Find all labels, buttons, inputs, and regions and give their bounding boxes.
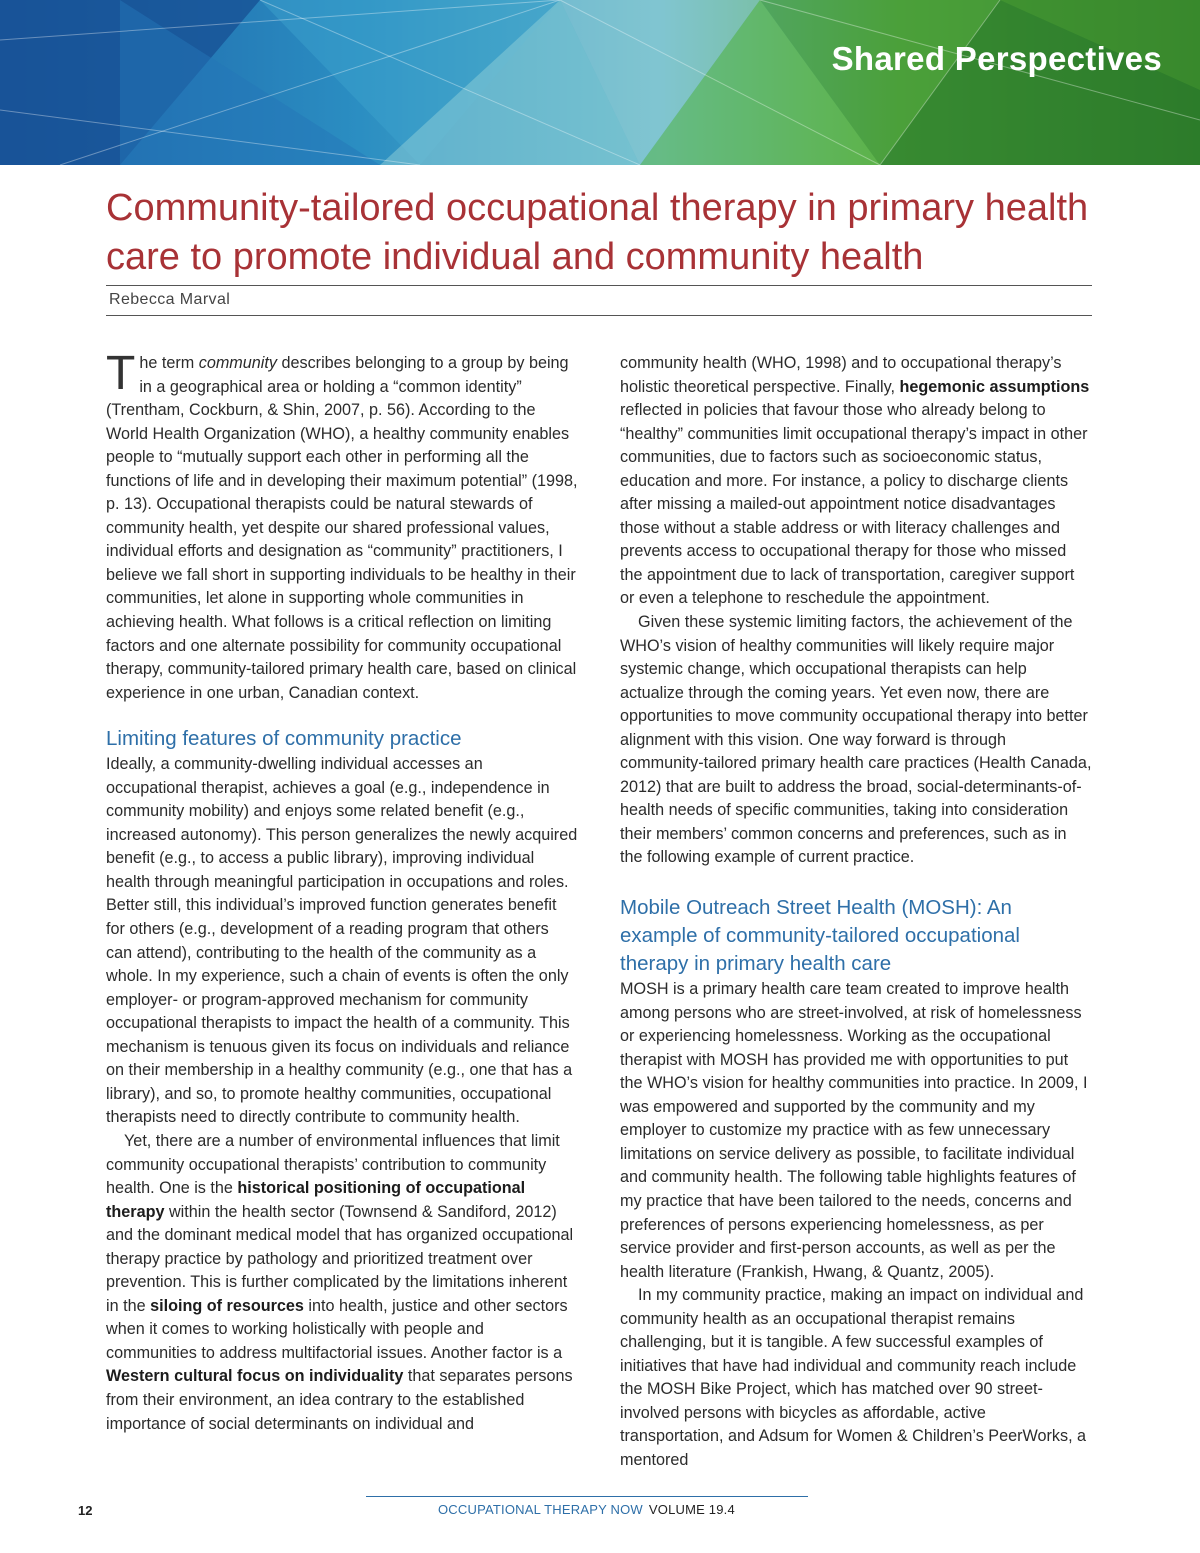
body-paragraph: Yet, there are a number of environmental influences that limit community occupational therapists’ contribution to community health. One is the historical positioning of occupational therapy within the health sector (Townsend & Sandiford, 2012) and the dominant medical model that has organized occupational therapy practice by pathology and prioritized treatment over prevention. This is further complicated by the limitations inherent in the siloing of resources into health, justice and other sectors when it comes to working holistically with people and communities to address multifactorial issues. Another factor is a Western cultural focus on individuality that separates persons from their environment, an idea contrary to the established importance of social determinants on individual and xyxy=(106,1131,574,1433)
left-column xyxy=(106,347,578,1436)
section-heading-mosh: Mobile Outreach Street Health (MOSH): An example of community-tailored occupational therapy in primary health care xyxy=(620,896,1020,976)
body-paragraph: Ideally, a community-dwelling individual accesses an occupational therapist, achieves a goal (e.g., independence in community mobility) and enjoys some related benefit (e.g., increased autonomy). This person generalizes the newly acquired benefit (e.g., to access a public library), improving individual health through meaningful participation in occupations and roles. Better still, this individual’s improved function generates benefit for others (e.g., development of a reading program that others can attend), contributing to the health of the community as a whole. In my experience, such a chain of events is often the only employer- or program-approved mechanism for community occupational therapists to impact the health of a community. This mechanism is tenuous given its focus on individuals and reliance on their membership in a healthy community (e.g., one that has a library), and so, to promote healthy communities, occupational therapists need to directly contribute to community health. xyxy=(106,755,578,1127)
right-column xyxy=(620,352,1092,1473)
page-number: 12 xyxy=(78,1503,93,1518)
footer-rule xyxy=(366,1496,808,1497)
author-rule xyxy=(106,315,1092,316)
drop-cap: T xyxy=(106,347,136,400)
title-rule xyxy=(106,285,1092,286)
footer-volume: VOLUME 19.4 xyxy=(648,1502,735,1517)
body-paragraph: Given these systemic limiting factors, the achievement of the WHO’s vision of healthy communities will likely require major systemic change, which occupational therapists can help actualize through the coming years. Yet even now, there are opportunities to move community occupational therapy into better alignment with this vision. One way forward is through community-tailored primary health care practices (Health Canada, 2012) that are built to address the broad, social-determinants-of-health needs of specific communities, taking into consideration their members’ common concerns and preferences, such as in the following example of current practice. xyxy=(620,613,1092,867)
body-paragraph: community health (WHO, 1998) and to occupational therapy’s holistic theoretical perspective. Finally, hegemonic assumptions reflected in policies that favour those who already belong to “healthy” communities limit occupational therapy’s impact in other communities, due to factors such as socioeconomic status, education and more. For instance, a policy to discharge clients after missing a mailed-out appointment notice disadvantages those without a stable address or with literacy challenges and prevents access to occupational therapy for those who missed the appointment due to lack of transportation, caregiver support or even a telephone to reschedule the appointment. xyxy=(620,354,1090,608)
intro-paragraph: The term community describes belonging to a group by being in a geographical area or holding a “common identity” (Trentham, Cockburn, & Shin, 2007, p. 56). According to the World Health Organization (WHO), a healthy community enables people to “mutually support each other in performing all the functions of life and in developing their maximum potential” (1998, p. 13). Occupational therapists could be natural stewards of community health, yet despite our shared professional values, individual efforts and designation as “community” practitioners, I believe we fall short in supporting individuals to be healthy in their communities, let alone in supporting whole communities in achieving health. What follows is a critical reflection on limiting factors and one alternate possibility for community occupational therapy, community-tailored primary health care, based on clinical experience in one urban, Canadian context. xyxy=(106,347,578,702)
footer-publication: OCCUPATIONAL THERAPY NOW VOLUME 19.4 xyxy=(438,1502,735,1517)
header-banner xyxy=(0,0,1200,165)
body-paragraph: In my community practice, making an impact on individual and community health as an occupational therapist remains challenging, but it is tangible. A few successful examples of initiatives that have had individual and community reach include the MOSH Bike Project, which has matched over 90 street-involved persons with bicycles as affordable, active transportation, and Adsum for Women & Children’s PeerWorks, a mentored xyxy=(620,1286,1087,1469)
author-byline: Rebecca Marval xyxy=(109,291,231,308)
section-heading-limiting-features: Limiting features of community practice xyxy=(106,727,462,751)
article-title: Community-tailored occupational therapy in primary health care to promote individual and community health xyxy=(106,187,1089,278)
body-paragraph: MOSH is a primary health care team created to improve health among persons who are street-involved, at risk of homelessness or experiencing homelessness. Working as the occupational therapist with MOSH has provided me with opportunities to put the WHO’s vision for healthy communities into practice. In 2009, I was empowered and supported by the community and my employer to customize my practice with as few unnecessary limitations on service delivery as possible, to facilitate individual and community health. The following table highlights features of my practice that have been tailored to the needs, concerns and preferences of persons experiencing homelessness, as per service provider and first-person accounts, as well as per the health literature (Frankish, Hwang, & Quantz, 2005). xyxy=(620,980,1088,1281)
section-label: Shared Perspectives xyxy=(831,40,1162,77)
banner-geometric-background xyxy=(0,0,1200,165)
